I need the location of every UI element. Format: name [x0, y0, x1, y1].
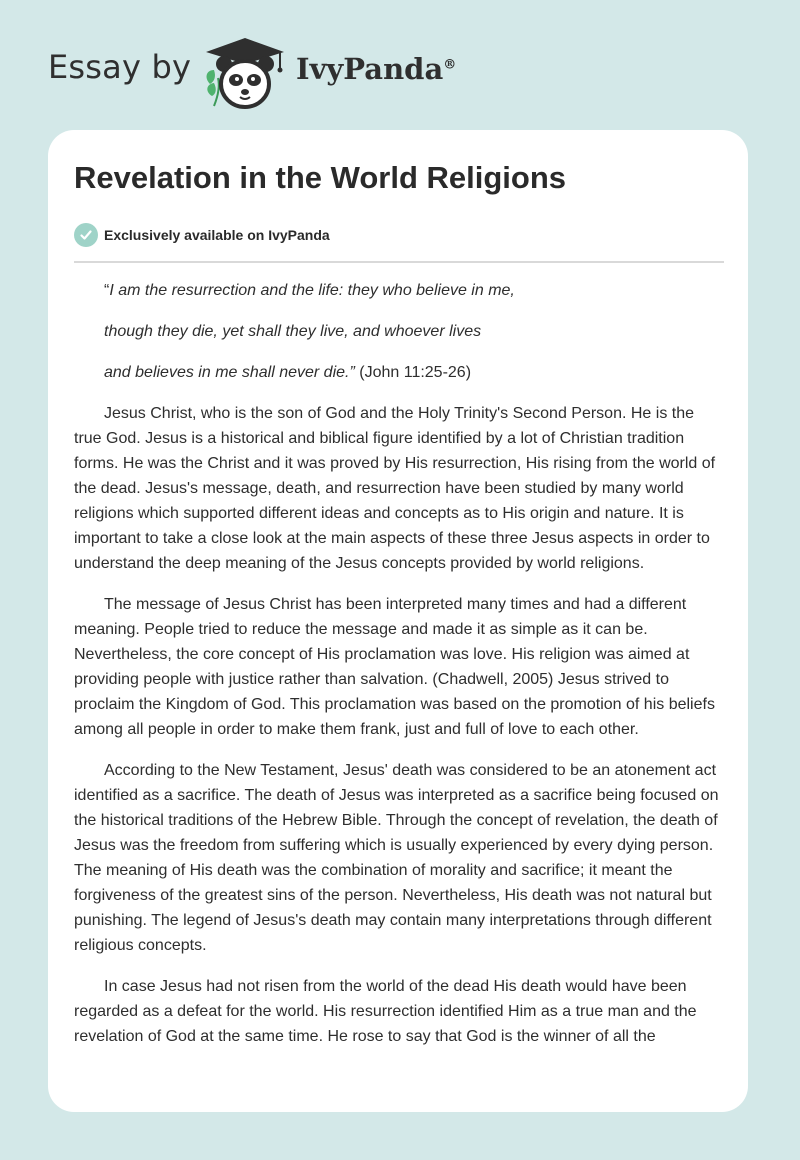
panda-graduate-logo-icon[interactable] — [202, 34, 288, 112]
exclusive-badge — [74, 222, 330, 248]
quote-line — [104, 278, 724, 303]
essay-by-label: Essay by — [48, 48, 192, 86]
quote-open-mark: “ — [104, 282, 110, 299]
quote-citation: (John 11:25-26) — [354, 364, 472, 381]
quote-text: I am the resurrection and the life: they who believe in me, — [109, 282, 515, 299]
site-header — [48, 30, 508, 110]
divider — [74, 261, 724, 263]
paragraph: Jesus Christ, who is the son of God and the Holy Trinity's Second Person. He is the true God. Jesus is a historical and biblical figure identified by a lot of Christian tradition forms. He was the Christ and it was proved by His resurrection, His rising from the world of the dead. Jesus's message, death, and resurrection have been studied by many world religions which supported different ideas and concepts as to His origin and nature. It is important to take a close look at the main aspects of these three Jesus aspects in order to understand the deep meaning of the Jesus concepts provided by world religions. — [74, 405, 716, 572]
paragraph: According to the New Testament, Jesus' death was considered to be an atonement act identified as a sacrifice. The death of Jesus was interpreted as a sacrifice being focused on the historical traditions of the Hebrew Bible. Through the concept of revelation, the death of Jesus was the freedom from suffering which is usually experienced by every dying person. The meaning of His death was the combination of morality and sacrifice; it meant the forgiveness of the greatest sins of the person. Nevertheless, His death was not natural but punishing. The legend of Jesus's death may contain many interpretations through different religious concepts. — [74, 762, 719, 954]
paragraph: In case Jesus had not risen from the world of the dead His death would have been regarded as a defeat for the world. His resurrection identified Him as a true man and the revelation of God at the same time. He rose to say that God is the winner of all the — [74, 978, 697, 1045]
essay-body — [74, 278, 724, 1065]
quote-line — [104, 360, 724, 385]
quote-line — [104, 319, 724, 344]
brand-logo[interactable] — [296, 52, 456, 86]
registered-mark: ® — [443, 57, 457, 73]
paragraph: The message of Jesus Christ has been interpreted many times and had a different meaning. People tried to reduce the message and made it as simple as it can be. Nevertheless, the core concept of His proclamation was love. His religion was aimed at providing people with justice rather than salvation. (Chadwell, 2005) Jesus strived to proclaim the Kingdom of God. This proclamation was based on the promotion of his beliefs among all people in order to make them frank, just and full of love to each other. — [74, 596, 715, 738]
quote-text: and believes in me shall never die.” — [104, 364, 355, 381]
essay-card — [48, 130, 748, 1112]
check-icon — [74, 223, 98, 247]
brand-name: IvyPanda — [296, 52, 444, 86]
quote-text: though they die, yet shall they live, and whoever lives — [104, 323, 482, 340]
badge-label: Exclusively available on IvyPanda — [104, 227, 330, 243]
page-title: Revelation in the World Religions — [74, 160, 567, 195]
leaf-icon — [207, 70, 219, 106]
